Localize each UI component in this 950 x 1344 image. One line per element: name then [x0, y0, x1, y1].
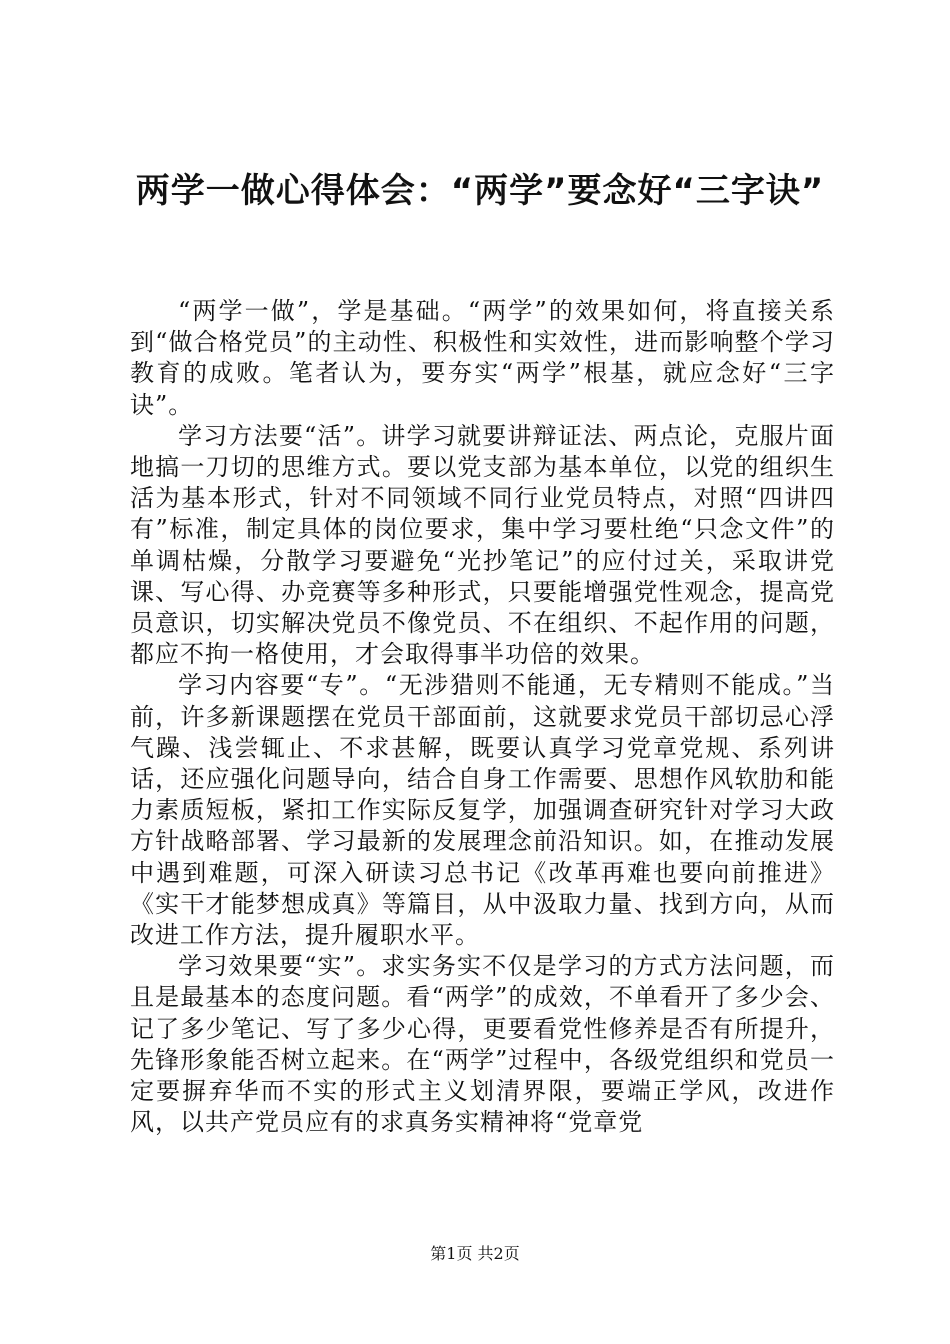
paragraph-intro: “两学一做”，学是基础。“两学”的效果如何，将直接关系到“做合格党员”的主动性、积极性和实效性，进而影响整个学习教育的成败。笔者认为，要夯实“两学”根基，就应念好“三字诀”。 [130, 297, 835, 419]
document-title: 两学一做心得体会：“两学”要念好“三字诀” [135, 171, 825, 211]
paragraph-method: 学习方法要“活”。讲学习就要讲辩证法、两点论，克服片面地搞一刀切的思维方式。要以党支部为基本单位，以党的组织生活为基本形式，针对不同领域不同行业党员特点，对照“四讲四有”标准，制定具体的岗位要求，集中学习要杜绝“只念文件”的单调枯燥，分散学习要避免“光抄笔记”的应付过关，采取讲党课、写心得、办竞赛等多种形式，只要能增强党性观念，提高党员意识，切实解决党员不像党员、不在组织、不起作用的问题，都应不拘一格使用，才会取得事半功倍的效果。 [130, 421, 835, 669]
document-body [130, 296, 835, 1138]
paragraph-content: 学习内容要“专”。“无涉猎则不能通，无专精则不能成。”当前，许多新课题摆在党员干部面前，这就要求党员干部切忌心浮气躁、浅尝辄止、不求甚解，既要认真学习党章党规、系列讲话，还应强化问题导向，结合自身工作需要、思想作风软肋和能力素质短板，紧扣工作实际反复学，加强调查研究针对学习大政方针战略部署、学习最新的发展理念前沿知识。如，在推动发展中遇到难题，可深入研读习总书记《改革再难也要向前推进》《实干才能梦想成真》等篇目，从中汲取力量、找到方向，从而改进工作方法，提升履职水平。 [130, 671, 835, 950]
paragraph-effect: 学习效果要“实”。求实务实不仅是学习的方式方法问题，而且是最基本的态度问题。看“两学”的成效，不单看开了多少会、记了多少笔记、写了多少心得，更要看党性修养是否有所提升，先锋形象能否树立起来。在“两学”过程中，各级党组织和党员一定要摒弃华而不实的形式主义划清界限，要端正学风，改进作风，以共产党员应有的求真务实精神将“党章党 [130, 952, 835, 1137]
page-number-footer: 第1页 共2页 [430, 1244, 520, 1263]
